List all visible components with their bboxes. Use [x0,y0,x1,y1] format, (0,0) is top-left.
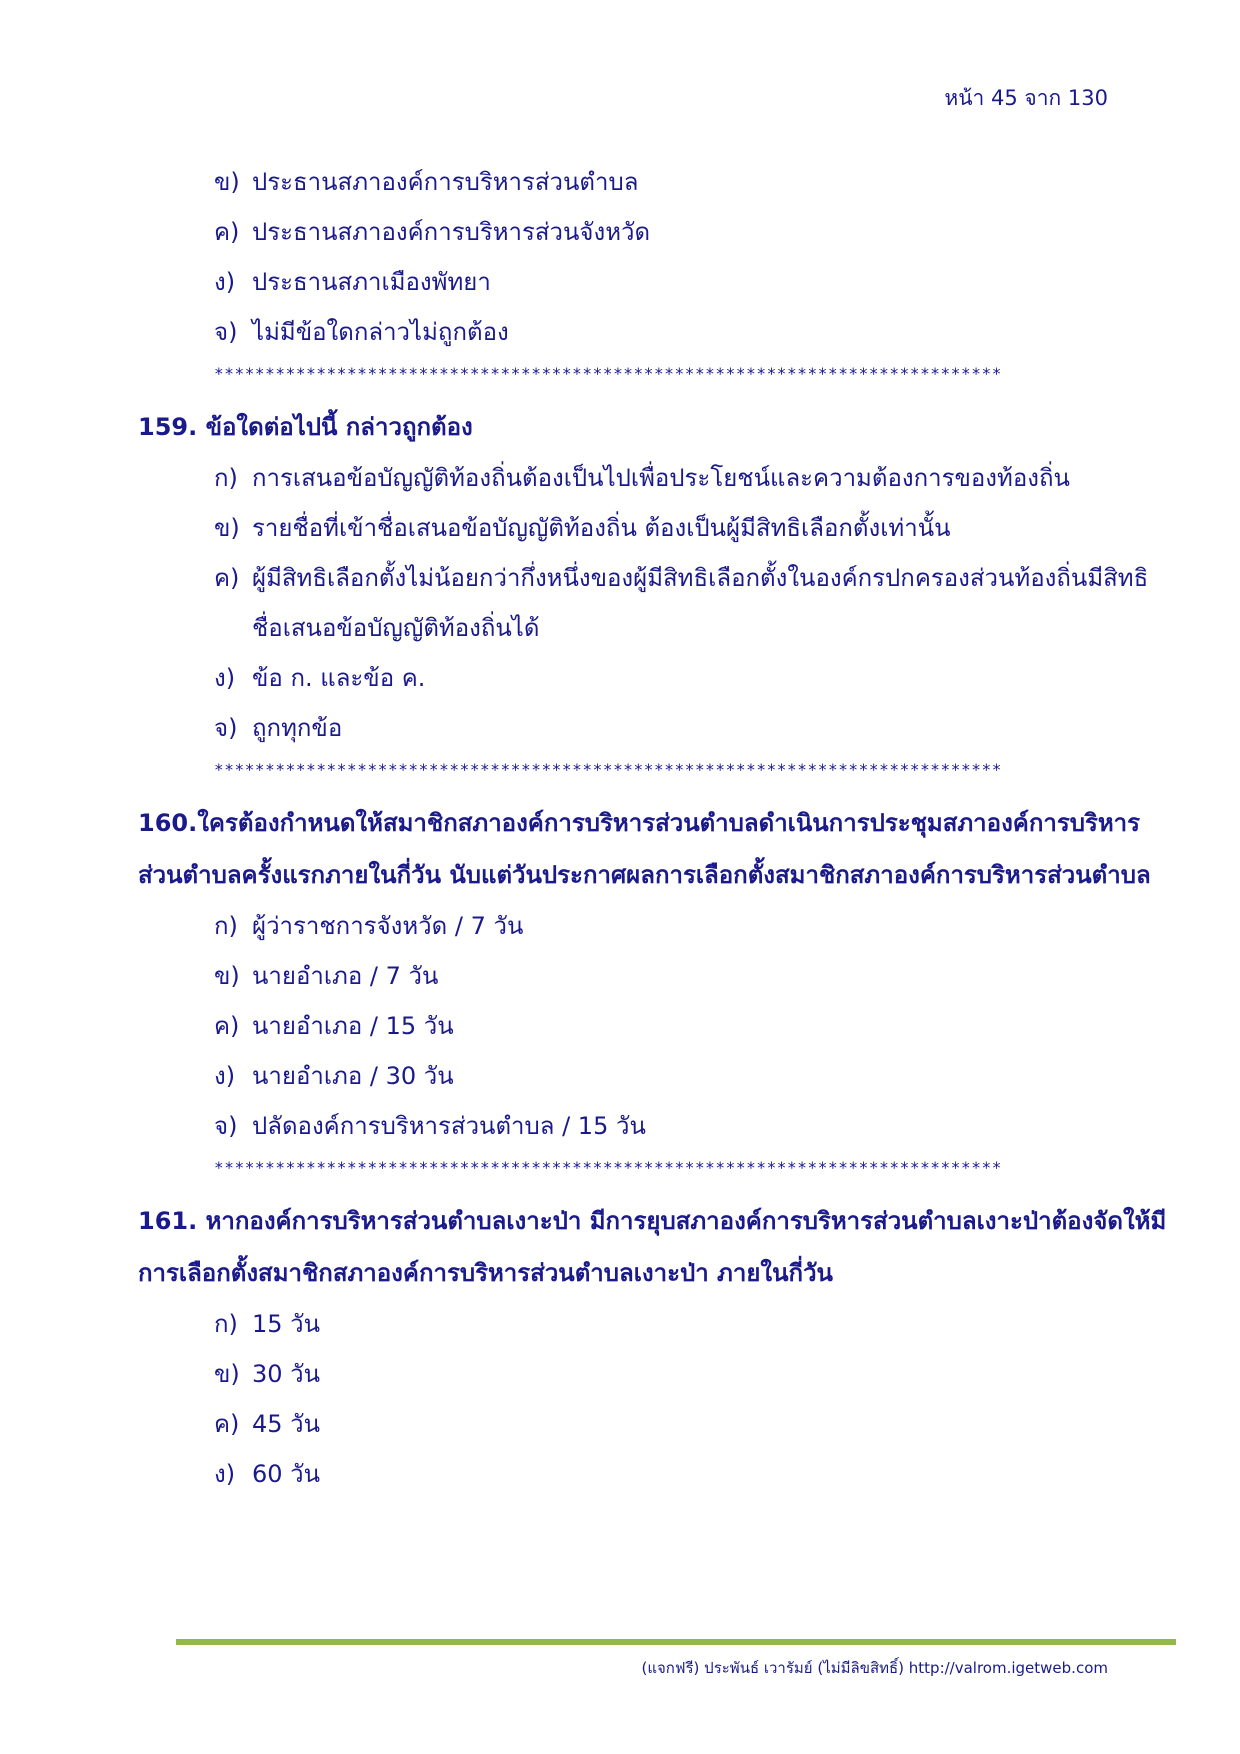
option-text: 30 วัน [252,1360,321,1388]
option-cho [176,703,1176,753]
option-text: การเสนอข้อบัญญัติท้องถิ่นต้องเป็นไปเพื่อประโยชน์และความต้องการของท้องถิ่น [252,464,1070,492]
option-text: ประธานสภาองค์การบริหารส่วนจังหวัด [252,218,651,246]
option-marker: ค) [214,1012,240,1040]
prev-question-block [138,157,1176,1499]
option-marker: ค) [214,1410,240,1438]
option-marker: ง) [214,1062,236,1090]
option-ko [176,453,1176,503]
question-160: 160.ใครต้องกำหนดให้สมาชิกสภาองค์การบริหารส่วนตำบลดำเนินการประชุมสภาองค์การบริหารส่วนตำบลครั้งแรกภายในกี่วัน นับแต่วันประกาศผลการเลือกตั้งสมาชิกสภาองค์การบริหารส่วนตำบล [138,809,1151,889]
option-marker: จ) [214,318,238,346]
option-marker: ข) [214,168,240,196]
option-kho [176,157,1176,207]
option-marker: ง) [214,268,236,296]
option-marker: ข) [214,962,240,990]
option-ko [176,901,1176,951]
option-ngo [176,653,1176,703]
option-text: นายอำเภอ / 7 วัน [252,962,439,990]
option-ngo [176,1449,1176,1499]
footer-divider [176,1639,1176,1645]
option-kho-khwai [176,553,1176,653]
option-text: ปลัดองค์การบริหารส่วนตำบล / 15 วัน [252,1112,646,1140]
option-marker: ง) [214,1460,236,1488]
option-ngo [176,257,1176,307]
option-text: 60 วัน [252,1460,321,1488]
option-text: 15 วัน [252,1310,321,1338]
option-text: ข้อ ก. และข้อ ค. [252,664,426,692]
option-marker: ค) [214,218,240,246]
option-kho [176,1349,1176,1399]
option-marker: จ) [214,1112,238,1140]
option-cho [176,1101,1176,1151]
option-kho [176,503,1176,553]
page-number: หน้า 45 จาก 130 [944,86,1108,110]
option-text: ถูกทุกข้อ [252,714,343,742]
option-marker: ง) [214,664,236,692]
option-text: นายอำเภอ / 15 วัน [252,1012,454,1040]
question-159: 159. ข้อใดต่อไปนี้ กล่าวถูกต้อง [138,413,473,441]
option-text: นายอำเภอ / 30 วัน [252,1062,454,1090]
option-marker: จ) [214,714,238,742]
option-marker: ก) [214,464,238,492]
separator: ***************************************************************************** [214,760,1002,779]
option-text: ประธานสภาองค์การบริหารส่วนตำบล [252,168,639,196]
footer-credit: (แจกฟรี) ประพันธ์ เวารัมย์ (ไม่มีลิขสิทธิ์) http://valrom.igetweb.com [641,1659,1108,1677]
option-kho [176,951,1176,1001]
option-marker: ก) [214,912,238,940]
option-text: ผู้ว่าราชการจังหวัด / 7 วัน [252,912,524,940]
option-text: 45 วัน [252,1410,321,1438]
separator: ***************************************************************************** [214,1158,1002,1177]
option-marker: ข) [214,514,240,542]
question-161: 161. หากองค์การบริหารส่วนตำบลเงาะป่า มีการยุบสภาองค์การบริหารส่วนตำบลเงาะป่าต้องจัดให้มีการเลือกตั้งสมาชิกสภาองค์การบริหารส่วนตำบลเงาะป่า ภายในกี่วัน [138,1207,1167,1287]
option-kho-khwai [176,1001,1176,1051]
option-text: ประธานสภาเมืองพัทยา [252,268,491,296]
option-kho-khwai [176,1399,1176,1449]
option-text: ไม่มีข้อใดกล่าวไม่ถูกต้อง [252,318,509,346]
option-text: รายชื่อที่เข้าชื่อเสนอข้อบัญญัติท้องถิ่น ต้องเป็นผู้มีสิทธิเลือกตั้งเท่านั้น [252,514,951,542]
option-ngo [176,1051,1176,1101]
separator: ***************************************************************************** [214,364,1002,383]
option-marker: ค) [214,564,240,592]
option-kho-khwai [176,207,1176,257]
option-ko [176,1299,1176,1349]
option-text: ผู้มีสิทธิเลือกตั้งไม่น้อยกว่ากึ่งหนึ่งของผู้มีสิทธิเลือกตั้งในองค์กรปกครองส่วนท้องถิ่นมีสิทธิชื่อเสนอข้อบัญญัติท้องถิ่นได้ [252,564,1149,642]
option-marker: ก) [214,1310,238,1338]
option-marker: ข) [214,1360,240,1388]
option-cho [176,307,1176,357]
